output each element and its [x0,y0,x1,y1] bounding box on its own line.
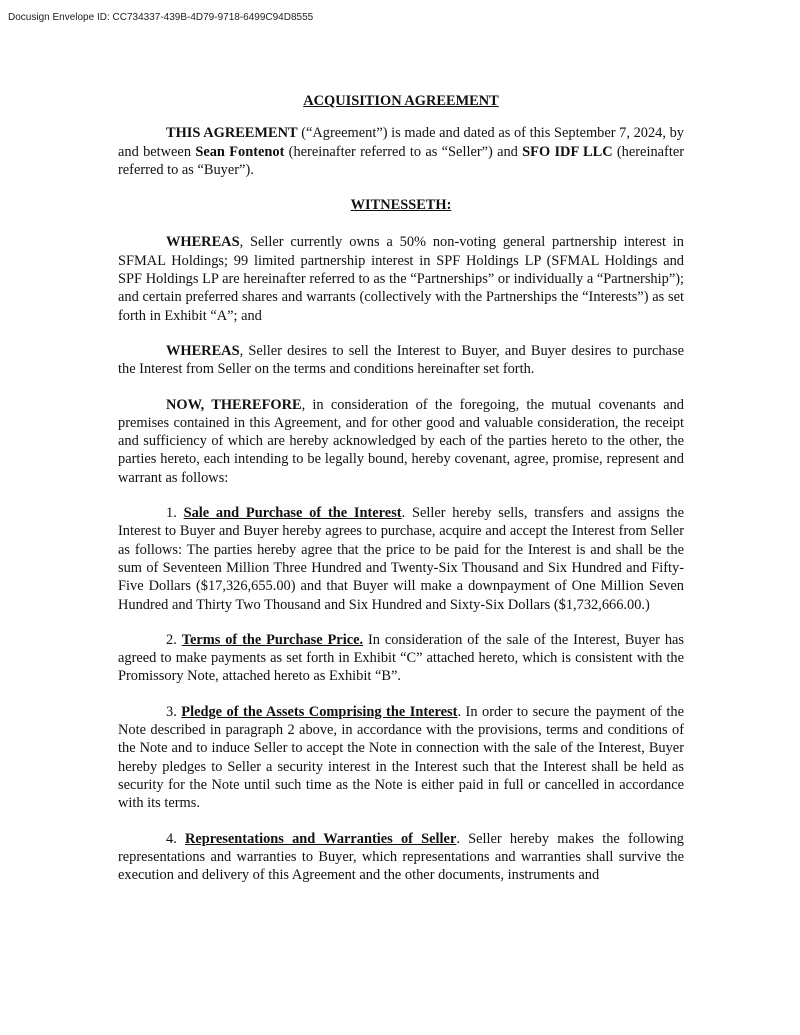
whereas-1-text: , Seller currently owns a 50% non-voting general partnership interest in SFMAL Holdings; 99 limited partnership interest in SPF Holdings LP (SFMAL Holdings and SPF Holdings LP are hereinafter referred to as the “Partnerships” or individually a “Partnership”); and certain preferred shares and warrants (collectively with the Partnerships the “Interests”) as set forth in Exhibit “A”; and [118,234,684,324]
intro-lead: THIS AGREEMENT [166,125,298,142]
whereas-1-lead: WHEREAS [166,234,240,251]
section-2 [118,631,684,686]
section-3 [118,703,684,813]
section-3-number: 3. [166,703,182,720]
whereas-paragraph-1 [118,233,684,324]
section-4-text: . Seller hereby makes the following representations and warranties to Buyer, which representations and warranties shall survive the execution and delivery of this Agreement and the other documents, instruments and [118,830,684,884]
section-2-heading: Terms of the Purchase Price. [181,631,364,648]
section-2-number: 2. [166,631,182,648]
now-therefore-text: , in consideration of the foregoing, the mutual covenants and premises contained in this Agreement, and for other good and valuable consideration, the receipt and sufficiency of which are hereby acknowledged by each of the parties hereto to the other, the parties hereto, each intending to be legally bound, hereby covenant, agree, promise, represent and warrant as follows: [118,396,684,486]
witnesseth-heading: WITNESSETH: [350,197,452,214]
agreement-page [118,92,684,901]
now-therefore-paragraph [118,396,684,487]
section-4-number: 4. [166,830,185,847]
section-2-text: In consideration of the sale of the Interest, Buyer has agreed to make payments as set forth in Exhibit “C” attached hereto, which is consistent with the Promissory Note, attached hereto as Exhibit “B”. [118,631,685,685]
intro-part3: (hereinafter referred to as “Buyer”). [118,143,684,178]
envelope-id: Docusign Envelope ID: CC734337-439B-4D79-9718-6499C94D8555 [8,12,314,23]
seller-name: Sean Fontenot [195,143,285,160]
section-1-text: . Seller hereby sells, transfers and assigns the Interest to Buyer and Buyer hereby agrees to purchase, acquire and accept the Interest from Seller as follows: The parties hereby agree that the price to be paid for the Interest is and shall be the sum of Seventeen Million Three Hundred and Twenty-Six Thousand and Six Hundred and Fifty-Five Dollars ($17,326,655.00) and that Buyer will make a downpayment of One Million Seven Hundred and Thirty Two Thousand and Six Hundred and Sixty-Six Dollars ($1,732,666.00.) [118,505,684,613]
intro-paragraph [118,124,684,179]
section-1 [118,504,684,614]
buyer-name: SFO IDF LLC [522,143,613,160]
document-title: ACQUISITION AGREEMENT [303,93,499,109]
now-therefore-lead: NOW, THEREFORE [166,396,302,413]
section-3-heading: Pledge of the Assets Comprising the Interest [181,703,458,720]
whereas-2-text: , Seller desires to sell the Interest to Buyer, and Buyer desires to purchase the Interest from Seller on the terms and conditions hereinafter set forth. [118,342,684,378]
section-4-heading: Representations and Warranties of Seller [185,830,457,847]
intro-part2: (hereinafter referred to as “Seller”) and [284,143,523,160]
intro-part1: (“Agreement”) is made and dated as of this September 7, 2024, by and between [118,125,684,160]
section-3-text: . In order to secure the payment of the Note described in paragraph 2 above, in accordance with the provisions, terms and conditions of the Note and to induce Seller to accept the Note in connection with the sale of the Interest, Buyer hereby pledges to Seller a security interest in the Interest such that the Interest shall be held as security for the Note until such time as the Note is either paid in full or cancelled in accordance with its terms. [118,703,685,812]
whereas-paragraph-2 [118,342,684,379]
section-1-number: 1. [166,505,184,522]
whereas-2-lead: WHEREAS [166,342,240,359]
section-1-heading: Sale and Purchase of the Interest [183,505,402,522]
section-4 [118,830,684,885]
